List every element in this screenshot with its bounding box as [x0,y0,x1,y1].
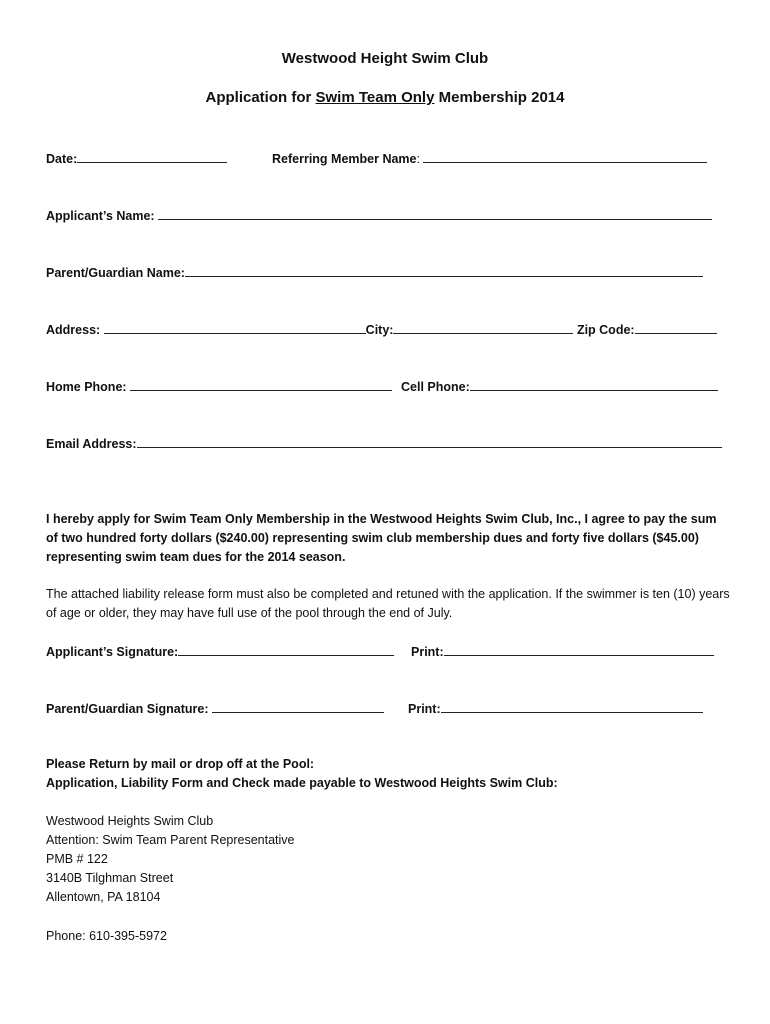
applicant-signature-field[interactable] [46,643,394,659]
parent-name-field[interactable] [46,264,703,280]
application-title-prefix: Application for [205,89,316,106]
club-name-title: Westwood Height Swim Club [281,50,489,67]
home-phone-label: Home Phone: [46,380,127,394]
zip-label: Zip Code: [576,323,635,337]
cell-phone-label: Cell Phone: [401,380,470,394]
parent-name-label: Parent/Guardian Name: [46,266,185,280]
referring-member-colon: : [416,152,420,166]
cell-phone-field[interactable] [401,378,718,394]
applicant-signature-label: Applicant’s Signature: [46,645,179,659]
referring-member-line[interactable] [423,150,707,163]
applicant-print-field[interactable] [411,643,714,659]
email-field[interactable] [46,435,722,451]
date-label: Date: [46,152,78,166]
address-club-name: Westwood Heights Swim Club [46,814,214,828]
email-line[interactable] [137,435,722,448]
address-city: Allentown, PA 18104 [46,890,161,904]
address-pmb: PMB # 122 [46,852,108,866]
address-line[interactable] [104,321,366,334]
address-attention: Attention: Swim Team Parent Representative [46,833,295,847]
address-field[interactable] [46,321,717,337]
address-street: 3140B Tilghman Street [46,871,174,885]
parent-signature-field[interactable] [46,700,384,716]
cell-phone-line[interactable] [470,378,718,391]
date-field[interactable] [46,150,227,166]
mailing-address-block [46,812,295,907]
referring-member-label: Referring Member Name [272,152,417,166]
membership-agreement-text: I hereby apply for Swim Team Only Membership in the Westwood Heights Swim Club, Inc., I agree to pay the sum of two hundred forty dollars ($240.00) representing swim club membership dues and forty five dollars ($45.00) representing swim team dues for the 2014 season. [46,512,717,564]
applicant-name-label: Applicant’s Name: [46,209,155,223]
parent-signature-line[interactable] [212,700,384,713]
application-title [0,89,770,106]
home-phone-line[interactable] [130,378,392,391]
liability-release-text: The attached liability release form must also be completed and retuned with the application. If the swimmer is ten (10) years of age or older, they may have full use of the pool through the end of July. [46,587,730,620]
return-line-2: Application, Liability Form and Check made payable to Westwood Heights Swim Club: [46,776,558,790]
home-phone-field[interactable] [46,378,392,394]
zip-line[interactable] [635,321,717,334]
application-title-suffix: Membership 2014 [434,89,565,106]
referring-member-field[interactable] [272,150,707,166]
parent-print-label: Print: [408,702,441,716]
applicant-signature-line[interactable] [178,643,394,656]
email-label: Email Address: [46,437,137,451]
applicant-name-field[interactable] [46,207,712,223]
club-phone: Phone: 610-395-5972 [46,929,167,943]
city-label: City: [365,323,394,337]
applicant-print-line[interactable] [444,643,714,656]
address-label: Address: [46,323,101,337]
date-line[interactable] [77,150,227,163]
applicant-print-label: Print: [411,645,444,659]
return-instructions [46,755,726,793]
city-line[interactable] [393,321,573,334]
parent-print-line[interactable] [441,700,703,713]
parent-print-field[interactable] [408,700,703,716]
parent-signature-label: Parent/Guardian Signature: [46,702,209,716]
application-title-underlined: Swim Team Only [315,89,435,106]
parent-name-line[interactable] [185,264,703,277]
applicant-name-line[interactable] [158,207,712,220]
return-line-1: Please Return by mail or drop off at the Pool: [46,757,315,771]
phone-block [46,927,167,946]
